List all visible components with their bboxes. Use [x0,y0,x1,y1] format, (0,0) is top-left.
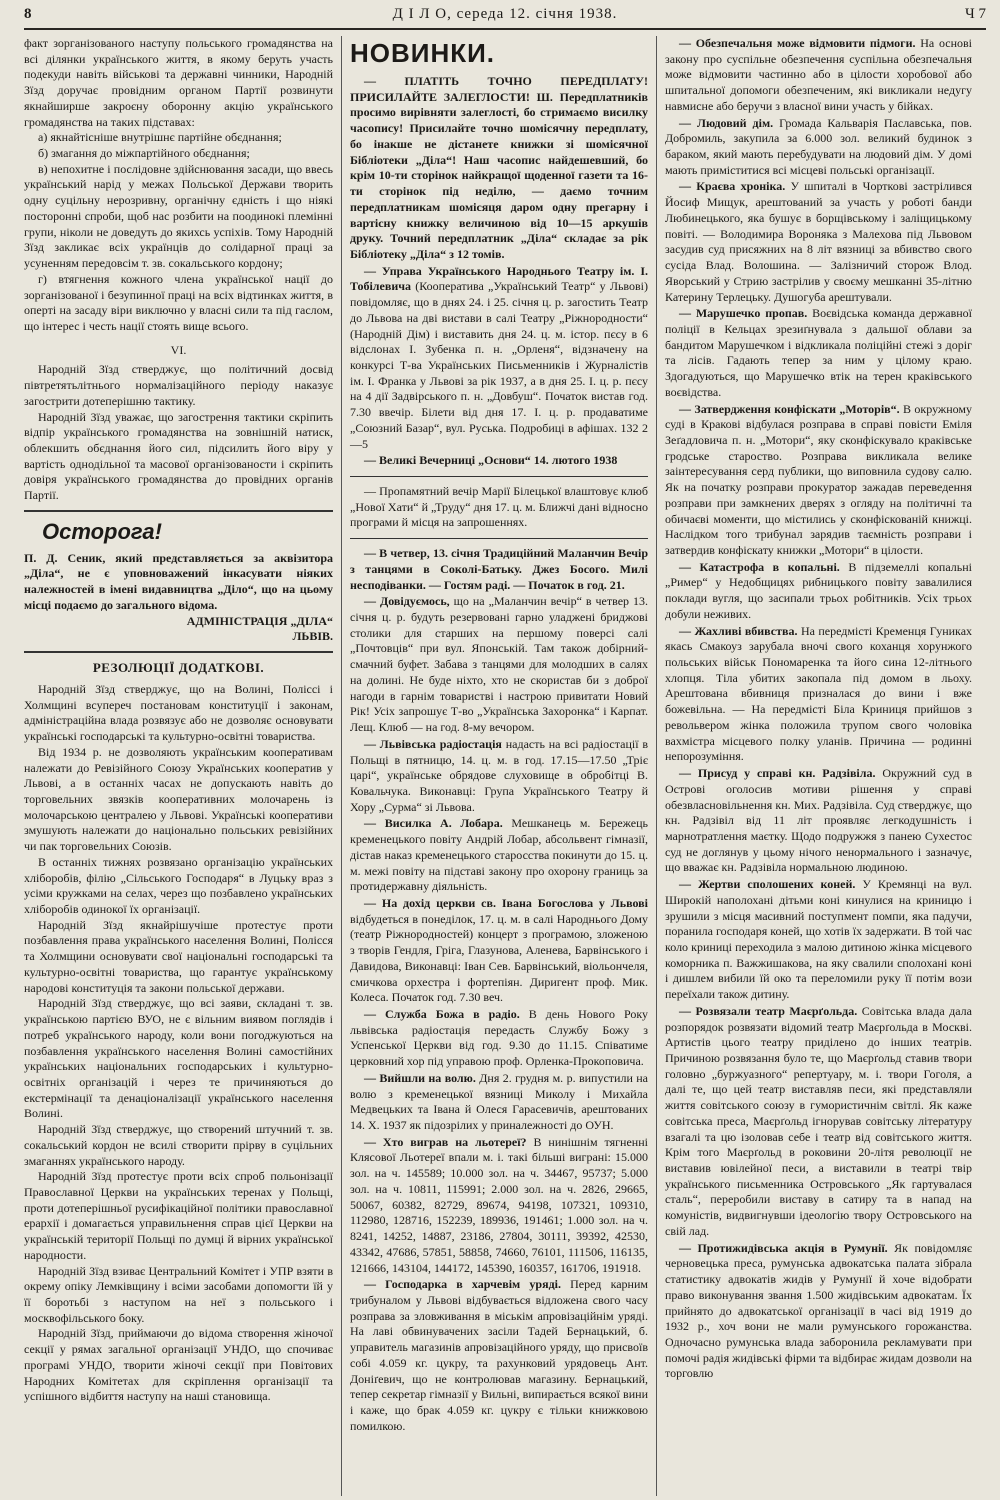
news-item-text: надасть на всі радіостації в Польщі в пятницю, 14. ц. м. в год. 17.15—17.50 „Тріє царі“, українське обрядове слуховище в обробітці В. Ковальчука. Виконавці: Група Українського Театру й Хору „Сурма“ зі Львова. [350,736,648,814]
news-item-text: Совітська влада дала розпорядок розвязати відомий театр Маєрґольда в Москві. Артистів цього театру приділено до інших театрів. Причиною розвязання було те, що Маєрґольд ставив твори головно „буржуазного“ репертуару, м. і. твори Гоголя, а далі те, що цей театр виставляв песи, які представляли життя совітського союзу в гумористичнім світлі. Як каже совітська преса, Маєрґольд ігнорував совітську літературу взагалі та цю ізоловав себе і театр від совітського життя. Крім того Маєрґольд в роковини 20-літя революції не виставив ювілейної песи, а виставили в театрі твір українського письменника Островського „Як гартувалася сталь“, переробили виставу в сатиру та в напад на комуністів, видвигнувши ідеологію твору Островського на свій лад. [665,1003,972,1238]
news-item-lead: — На дохід церкви св. Івана Богослова у Львові [364,895,648,910]
notice-signature-city: ЛЬВІВ. [292,629,333,644]
notice-title: Осторога! [42,518,162,544]
news-item: — Великі Вечерниці „Основи“ 14. лютого 1938 [364,453,618,468]
paragraph: в) непохитне і послідовне здійснювання засади, що ввесь український нарід у межах Польської Держави творить одну суцільну нерозривну, органічну єдність і що ніякі посторонні спроби, щоб нас розбити на поодинокі племінні групи, ніколи не доведуть до якихсь успіхів. Тому Народній Зїзд закликає всіх українців до солідарної праці за усуненням передовсім т. зв. сокальського кордону; [24,161,333,271]
news-item-lead: — Затвердження конфіскати „Моторів“. [679,401,900,416]
divider [24,510,333,512]
paragraph: б) змагання до міжпартійного обєднання; [38,146,250,161]
news-item-lead: — Хто виграв на льотереї? [364,1134,527,1149]
news-item [350,1071,648,1134]
news-item-lead: — Протижидівська акція в Румунії. [679,1240,888,1255]
news-item-lead: — Катастрофа в копальні. [679,559,840,574]
news-item-text: В день Нового Року львівська радіостація передасть Службу Божу з Успенської Церкви від год. 9.30 до 11.15. Співатиме церковний хор під управою проф. Орленка-Прокоповича. [350,1007,648,1069]
news-item-lead: — Вийшли на волю. [364,1070,476,1085]
news-item [665,116,972,179]
column-right [657,36,972,1496]
paragraph: Народній Зїзд, приймаючи до відома створення жіночої секції у рямах загальної організації УНДО, що спочиває програмі УНДО, творити жіночі секції при Повітових Народних Комітетах для скріплення організації та успішного відбиття наступу на наші становища. [24,1326,333,1404]
columns [24,36,986,1496]
news-section-title: НОВИНКИ. [350,38,496,68]
divider [350,476,648,477]
news-item-lead: — Жертви сполошених коней. [679,877,856,892]
news-item-text: На основі закону про суспільне обезпечення суспільна обезпечальня може відмовити частинно або в цілости хоробової або шпитальної допомоги обезпеченим, які викликали недугу навмисне або беручи з власної вини участь у бійках. [665,36,972,113]
page-number: 8 [24,6,32,22]
column-middle [342,36,657,1496]
paragraph: а) якнайтісніше внутрішнє партійне обєднання; [38,130,282,145]
masthead: Д І Л О, середа 12. січня 1938. [392,6,618,22]
news-item [665,1241,972,1382]
news-item [350,1135,648,1276]
news-item-lead: — Львівська радіостація [364,736,502,751]
notice-text: П. Д. Сеник, який представляється за аквізитора „Діла“, не є уповноважений інкасувати ніяких належностей в імені видавництва „Діло“, що на цьому місці подаємо до загального відома. [24,550,333,612]
resolutions-title: РЕЗОЛЮЦІЇ ДОДАТКОВІ. [92,659,265,675]
issue-number: Ч 7 [965,6,986,22]
news-item [350,896,648,1006]
news-item [665,179,972,305]
news-item-text: Громада Кальварія Паславська, пов. Добромиль, закупила за 6.000 зол. великий будинок з бараком, який мають перебудувати на людовий дім. У домі мають приміститися всі місцеві польські організації. [665,115,972,177]
news-item-lead: — Служба Божа в радіо. [364,1007,520,1022]
paragraph: Народній Зїзд протестує проти всіх спроб польонізації Православної Церкви на українських теренах у Польщі, проти дотеперішньої русифікаційної політики православної ерархії і домагається управильнення справ цієї Церкви на українській території Польщі по думці й вірних української народности. [24,1169,333,1262]
news-item [350,264,648,453]
paragraph: Народній Зїзд стверджує, що політичний досвід півтретятьлітнього нормалізаційного періоду наказує загострити дотеперішню тактику. [24,362,333,408]
page-header [24,6,986,30]
news-item-text: В підземеллі копальні „Ример“ у Недобщицях рибницького повіту завалилися поклади вугля, що засипали трьох робітників. Усіх трьох добули неживих. [665,559,972,621]
news-item-text: Мешканець м. Бережець кременецького повіту Андрій Лобар, абсольвент гімназії, дістав наказ кременецького старосства покинути до 15. ц. м. межі повіту на підставі закону про охорону границь за протидержавну діяльність. [350,816,649,894]
news-item [665,766,972,876]
news-item [665,877,972,1003]
news-item: — ПЛАТІТЬ ТОЧНО ПЕРЕДПЛАТУ! ПРИСИЛАЙТЕ ЗАЛЕГЛОСТИ! Ш. Передплатників просимо вирівняти залеглості, бо стримаємо висилку часопису! Присилайте точно шомісячну передплату, бо інакше не дістанете книжки зі шомісячної Бібліотеки „Діла“! Наш часопис найдешевший, бо крім 10-ти сторінок найкращої щоденної газети та 16-ти сторінок під неділю, — даємо точним передплатникам шомісяця даром одну прегарну і вартісну книжку величиною від 10—15 аркушів друку. Точний передплатник „Діла“ складає за рік Бібліотеку „Діла“ з 12 томів. [350,74,648,261]
paragraph: г) втягнення кожного члена української нації до зорганізованої і безупинної праці на всіх відтинках життя, в оперті на засаду віри виключно у власні сили та під гаслом, що інтерес і честь нації стоять вище всього. [24,271,333,333]
paragraph: Народній Зїзд взиває Центральний Комітет і УПР взяти в окрему опіку Лемківщину і всіми засобами допомогти їй у її боротьбі з наступом на неї з польського і москвофільського боку. [24,1263,333,1325]
paragraph: Від 1934 р. не дозволяють українським кооперативам належати до Ревізійного Союзу Українських кооператив у Львові, а в останніх часах не допускають навіть до торговельних звязків кооперативних молочарень із молочарською централею у Львові. Українські кооперативи змушують належати до національно польських ревізійних чи пак торговельних Союзів. [24,744,333,854]
news-item-lead: — Людовий дім. [679,115,774,130]
news-item-text: На передмісті Кременця Гуниках якась Смакоуз зарубала вночі свого коханця хорунжого польських військ Пономаренка та його сина 12-літнього хлопця. Тіла убитих закопала під домом в льоху. Арештована вбивниця призналася до вини і вже божевільна. — На передмісті Біла Криниця прийшов з револьвером жінка положила трупом свого чоловіка вахмістра місцевого полку уланів. Причина — родинні непорозуміння. [665,623,972,764]
news-item-lead: — Управа Українського Народнього Театру ім. І. Тобілевича [350,263,648,294]
paragraph: Народній Зїзд уважає, що загострення тактики скріпить відпір українського громадянства на зовнішній натиск, облекшить обєднання його сил, підсилить його віру у вартість однодільної та масової організованости і скріпить довіря українського громадянства до провідних органів Партії. [24,409,333,503]
news-item [350,737,648,816]
news-item-text: Перед карним трибуналом у Львові відбувається відложена свого часу розправа за зловживання в міськім апровізаційнім уряді. На лаві обвинувачених засіли Тадей Бернацький, б. управитель магазинів апровізаційного уряду, що присвоїв собі 4.059 кг. цукру, та рахунковий урядовець Ант. Доніґевич, що не контролював магазину. Бернацький, тепер секретар гімназії у Вильні, випирається всякої вини і каже, що брак 4.059 кг. цукру є тільки книжковою помилкою. [350,1277,648,1433]
paragraph: Народній Зїзд якнайрішучіше протестує проти позбавлення права українського населення Волині, Полісся та Холмщини основувати свої національні господарські та культурно-освітні товариства, що гарантує українському народові конституція та закони польської держави. [24,917,333,995]
news-item-text: В окружному суді в Кракові відбулася розправа в справі повісти Еміля Зеґадловича п. н. „Мотори“, яку сконфіскувало краківське гродське староство. Розправа викликала велике заінтересування серд публики, що виповнила судову салю. Як на початку розправи прокуратор зажадав переведення розправи при замкнених дверях з огляду на політичні та обичаєві моменти, що містились у сконфіскованій книжці. Наслідком того трибунал зарядив таємність розправи і затвердив конфіскату книжки „Мотори“ в цілости. [665,401,972,557]
news-item-text: Як повідомляє черновецька преса, румунська адвокатська палата зібрала статистику адвокатів жидів у Румунії й хоче відобрати право виконування звання 1.500 жидівським адвокатам. Їх прийнято до адвокатської організації в часі від 1919 до 1932 р., хоч вони не мали румунського горожанства. Одночасно румунська влада заборонила рекламувати при помочі радія жидівські фірми та відбирає жидам дозволи на торговлю [665,1240,972,1381]
news-item-text: Воєвідська команда державної поліції в Кельцах зрезиґнувала з дальшої облави за бандитом Марушечком і відкликала поліційні стежі з доріг та лісів. Гадають тепер за ним у цілому краю. Здогадуються, що Марушечко втік на терен краківського воєвідства. [665,306,972,399]
paragraph: Народній Зїзд стверджує, що на Волині, Поліссі і Холмщині всупереч постановам конституції і законам, адміністраційна влада розвязує або не дозволяє основувати українські господарські та культурно-освітні товариства. [24,681,333,744]
news-item-text: У Кремянці на вул. Широкій наполохані дітьми коні кинулися на криницю і зрушили з місця масивний поступмент помпи, яка падучи, поранила господаря коней, що хотів їх задержати. В той час коло криниці переходила з малою дитиною жінка місцевого коморника п. Важжишакова, на яку свалили сполохані коні і дишлем вибили їй око та переломили руку її потім вози переїхали також дитину. [665,877,972,1002]
news-item [350,816,648,895]
news-item-text: відбудеться в понеділок, 17. ц. м. в салі Народнього Дому (театр Ріжнородностей) концерт з програмою, зложеною з творів Гендля, Гріга, Глазунова, Аленева, Барвінського і Давидова, Виконавці: Іван Сев. Барвінський, віольончеля, смичкова орхестра і фортепіян. Диригент проф. Мик. Колеса. Початок год. 7.30 веч. [350,911,648,1005]
news-item: — Пропамятний вечір Марії Білецької влаштовує клюб „Нової Хати“ й „Труду“ дня 17. ц. м. Ближчі дані відносно програми й місця на запрошеннях. [350,484,648,530]
news-item-text: Дня 2. грудня м. р. випустили на волю з кременецької вязниці Миколу і Михайла Медвецьких та Івана й Олеся Гарасевичів, арештованих 14. Х. 1937 як підозрілих у приналежності до ОУН. [350,1070,649,1133]
news-item [350,594,648,735]
news-item-text: Окружний суд в Острові оголосив мотиви рішення у справі обезвласновільнення кн. Мих. Радзівіла. Суд стверджує, що кн. Радзівіл від 11 літ проявляє легкодушність і марнотратлення маєтку. Щодо подружжя з панею Сухестос суд не доглянув у цьому нічого ненормального і зазначує, що вважає кн. Радзівіла нормальною людиною. [665,766,972,875]
news-item [350,1007,648,1070]
news-item-lead: — Господарка в харчевім уряді. [364,1277,561,1292]
news-item-lead: — Жахливі вбивства. [679,623,798,638]
news-item-lead: — Довідуємось, [364,594,450,609]
news-item [665,402,972,559]
news-item-lead: — Висилка А. Лобара. [364,816,503,831]
paragraph: факт зорганізованого наступу польського громадянства на всі ділянки українського життя, в якому беруть участь подекуди навіть військові та державні чинники, Народній Зїзд доручає провідним органом Партії розвинути якнайширше закроєну оборонну акцію українського громадянства на таких підставах: [24,36,333,129]
news-item-lead: — Марушечко пропав. [679,306,808,321]
paragraph: В останніх тижнях розвязано організацію українських хліборобів, філію „Сільського Господаря“ в Луцьку враз з усіми кружками на селах, через що позбавлено українських хліборобів одинокої їх організації. [24,854,333,917]
news-item [665,1004,972,1240]
news-item-text: В нинішнім тягненні Клясової Льотереї впали м. і. такі більші виграні: 15.000 зол. на ч. 145589; 10.000 зол. на ч. 34467, 95737; 5.000 зол. на ч. 10811, 115991; 2.000 зол. на ч. 2826, 29665, 50067, 60382, 82729, 89674, 94198, 107321, 109310, 112980, 128716, 152239, 189936, 191461; 1.000 зол. на ч. 8241, 14252, 14887, 23186, 27804, 30111, 39392, 42530, 43342, 47686, 57851, 58858, 74660, 76101, 111506, 116135, 121666, 143104, 144172, 145390, 160357, 161706, 191918. [350,1134,648,1275]
news-item-lead: — Присуд у справі кн. Радзівіла. [679,766,876,781]
news-item [665,36,972,115]
section-number: VI. [170,342,187,357]
paragraph: Народній Зїзд стверджує, що всі заяви, складані т. зв. українською партією ВУО, не є вільним виявом поглядів і потреб українського народу, коли вони погоджуються на позбавлення українського населення Волині самостійних українських національних господарських і культурно-освітніх організацій і через те причиняються до екстермінації та денаціоналізації українського населення Волині. [24,996,333,1121]
news-item [665,624,972,765]
news-item-text: що на „Маланчин вечір“ в четвер 13. січня ц. р. будуть резервовані гарно уладжені бриджові столики для старших на першому поверсі салі „Почтовців“ при вул. Японській. Там також добірний-смачний буфет. Забава з танцями для молодших в салях на долині. Не буде ніхто, хто не скористав би з доброї нагоди в гарнім товаристві і настрою привитати Новий Рік! Усіх запрошує Т-во „Українська Захоронка“ і Карпат. Лещ. Клюб — на год. 8-му вечором. [350,594,648,735]
paragraph: Народній Зїзд стверджує, що створений штучний т. зв. сокальський кордон не всилі створити прірву в суцільних змаганнях українського народу. [24,1122,333,1168]
notice-signature: АДМІНІСТРАЦІЯ „ДІЛА“ [186,613,333,628]
news-item-lead: — Обезпечальня може відмовити підмоги. [679,36,916,50]
column-left [24,36,342,1496]
news-item-text: (Кооператива „Український Театр“ у Львові) повідомляє, що в днях 24. і 25. січня ц. р. загостить Театр до Львова на дві вистави в салі Театру „Ріжнородности“ (Народній Дім) і виставить дня 24. ц. м. істор. пєсу в 6 відслонах І. Зубенка п. н. „Орленя“, відзначену на конкурсі Т-ва Українських Письменників і Журналістів ім. І. Франка у Львові за рік 1937, а в дня 25. І. ц. р. пєсу на 4 дії Задвірського п. н. „Довбуш“. Початок вистав год. 7.30 ввечір. Білети від дня 17. І. ц. р. продаватиме „Союзний Базар“, вул. Руська. Подробиці в афішах. 132 2—5 [350,279,649,451]
divider [350,538,648,539]
news-item [665,560,972,623]
news-item: — В четвер, 13. січня Традиційний Маланчин Вечір з танцями в Соколі-Батьку. Джез Босого. Милі несподіванки. — Гостям раді. — Початок в год. 21. [350,546,648,592]
news-item-text: У шпиталі в Чорткові застрілився Йосиф Мищук, арештований за участь у роботі банди Любинецького, яка бушує в борщівському і заліщицькому повіті. — Володимира Вороняка з Малехова під Львовом засудив суд присяжних на 8 літ вязниці за вбивство свого сусіда Влад. Волошина. — Залізничий сторож Влод. Яворський у Стрию застрілив у своєму мешканні 35-літню Катерину Терлецьку. Душогуба арештували. [665,179,972,304]
news-item-lead: — Розвязали театр Маєрґольда. [679,1003,858,1018]
news-item-lead: — Краєва хроніка. [679,179,786,194]
news-item [665,306,972,400]
divider [24,651,333,653]
news-item [350,1277,648,1434]
